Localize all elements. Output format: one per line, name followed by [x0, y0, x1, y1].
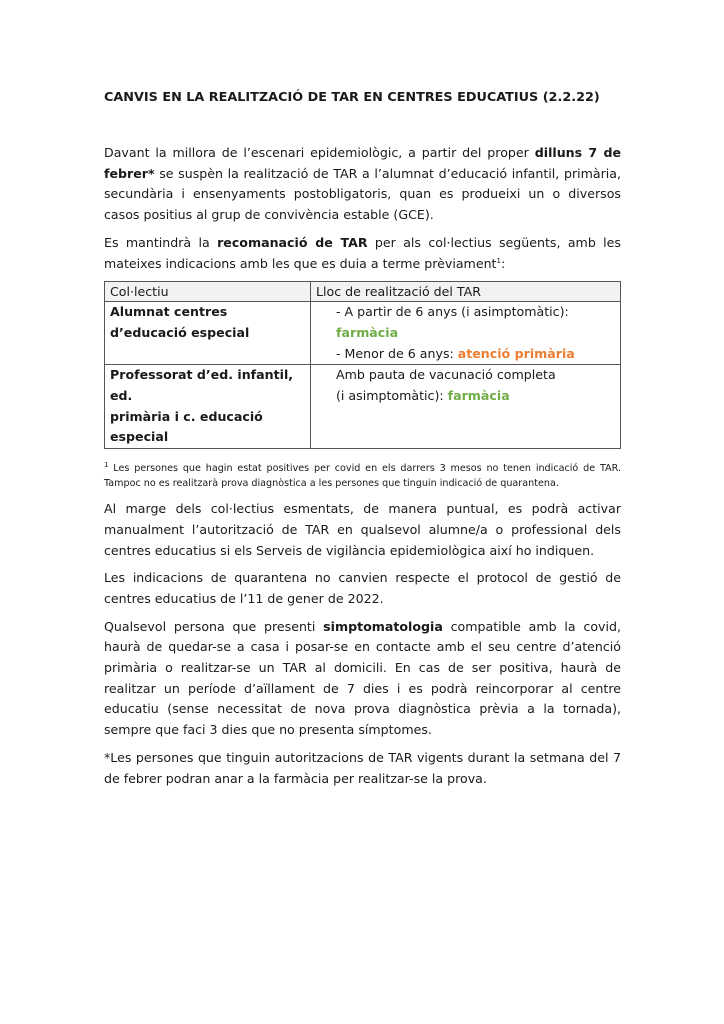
footnote-text: Les persones que hagin estat positives per covid en els darrers 3 mesos no tenen indicació de TAR. Tampoc no es realitzarà prova diagnòstica a les persones que tinguin indicació de quarantena.	[104, 463, 621, 490]
paragraph-symptoms	[104, 617, 621, 741]
text: Alumnat centres	[110, 304, 228, 320]
group-cell	[105, 365, 311, 449]
document-title: CANVIS EN LA REALITZACIÓ DE TAR EN CENTRES EDUCATIUS (2.2.22)	[104, 90, 600, 105]
text: primària i c. educació especial	[110, 408, 263, 445]
footnote-number: 1	[104, 460, 109, 469]
text: Amb pauta de vacunació completa	[336, 367, 556, 383]
header-cell: Col·lectiu	[105, 282, 311, 302]
paragraph-manual-activation: Al marge dels col·lectius esmentats, de manera puntual, es podrà activar manualment l’autorització de TAR en qualsevol alumne/a o professional dels centres educatius si els Serveis de vigilància epidemiològica així ho indiquen.	[104, 501, 621, 558]
table-header-row	[105, 282, 621, 302]
text: per als col·lectius següents, amb les mateixes indicacions amb les que es duia a terme prèviament	[104, 234, 621, 271]
text: :	[500, 255, 506, 271]
table-row	[105, 365, 621, 449]
text: Qualsevol persona que presenti	[104, 618, 324, 634]
location-pharmacy: farmàcia	[447, 388, 510, 404]
location-cell	[311, 302, 621, 365]
paragraph-quarantine: Les indicacions de quarantena no canvien respecte el protocol de gestió de centres educatius de l’11 de gener de 2022.	[104, 570, 621, 606]
paragraph-intro	[104, 143, 621, 226]
bold-date: dilluns 7 de febrer*	[104, 145, 622, 181]
bold-text: simptomatologia	[323, 618, 443, 634]
text: compatible amb la covid, haurà de quedar-se a casa i posar-se en contacte amb el seu centre d’atenció primària o realitzar-se un TAR al domicili. En cas de ser positiva, haurà de realitzar un període d’aïllament de 7 dies i es podrà reincorporar al centre educatiu (sense necessitat de nova prova diagnòstica prèvia a la tornada), sempre que faci 3 dies que no presenta símptomes.	[104, 618, 621, 738]
paragraph-note: *Les persones que tinguin autoritzacions de TAR vigents durant la setmana del 7 de febrer podran anar a la farmàcia per realitzar-se la prova.	[104, 749, 621, 786]
test-location-table	[104, 281, 621, 449]
paragraph-recommendation	[104, 233, 621, 274]
text: - Menor de 6 anys:	[336, 345, 458, 361]
location-cell	[311, 365, 621, 449]
text: Davant la millora de l’escenari epidemiològic, a partir del proper	[104, 145, 535, 160]
header-cell: Lloc de realització del TAR	[311, 282, 621, 302]
location-primary-care: atenció primària	[457, 345, 575, 361]
bold-text: recomanació de TAR	[217, 234, 368, 250]
document-body	[104, 88, 621, 796]
group-cell	[105, 302, 311, 365]
footnote	[104, 461, 621, 491]
text: se suspèn la realització de TAR a l’alumnat d’educació infantil, primària, secundària i ensenyaments postobligatoris, quan es produeixi un o diversos casos positius al grup de convivència estable (GCE).	[104, 165, 621, 223]
text: - A partir de 6 anys (i asimptomàtic):	[336, 304, 569, 320]
text: (i asimptomàtic):	[336, 388, 448, 404]
text: Es mantindrà la	[104, 234, 218, 250]
text: Professorat d’ed. infantil, ed.	[110, 367, 294, 404]
text: d’educació especial	[110, 324, 250, 340]
table-row	[105, 302, 621, 365]
location-pharmacy: farmàcia	[336, 324, 399, 340]
footnote-ref[interactable]: 1	[496, 256, 501, 265]
